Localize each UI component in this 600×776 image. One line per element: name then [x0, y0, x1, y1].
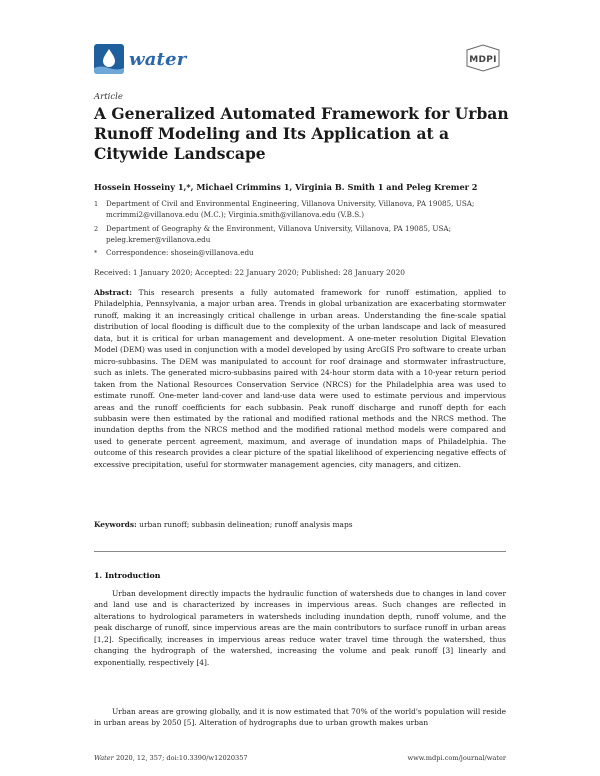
affiliation-mark: 2	[94, 225, 99, 233]
affiliation-text: Department of Civil and Environmental Engineering, Villanova University, Villanova, PA 19085, USA; mcrimmi2@villanova.edu (M.C.); Virginia.smith@villanova.edu (V.B.S.)	[106, 199, 475, 219]
journal-logo	[94, 44, 186, 74]
keywords	[94, 520, 353, 529]
correspondence	[94, 248, 506, 259]
abstract	[94, 287, 506, 470]
keywords-text: urban runoff; subbasin delineation; runoff analysis maps	[139, 520, 353, 529]
footer-journal: Water	[94, 754, 114, 762]
paper-title: A Generalized Automated Framework for Urban Runoff Modeling and Its Application at a Citywide Landscape	[94, 104, 509, 163]
footer-citation	[94, 754, 248, 762]
footer-url[interactable]: www.mdpi.com/journal/water	[407, 754, 506, 762]
section-divider	[94, 551, 506, 552]
publication-dates: Received: 1 January 2020; Accepted: 22 January 2020; Published: 28 January 2020	[94, 268, 405, 277]
author-list: Hossein Hosseiny 1,*, Michael Crimmins 1, Virginia B. Smith 1 and Peleg Kremer 2	[94, 182, 478, 192]
article-type: Article	[94, 92, 123, 102]
affiliation-text: Department of Geography & the Environment, Villanova University, Villanova, PA 19085, USA; peleg.kremer@villanova.edu	[106, 224, 452, 244]
publisher-logo	[463, 44, 503, 72]
body-paragraph: Urban areas are growing globally, and it is now estimated that 70% of the world's population will reside in urban areas by 2050 [5]. Alteration of hydrographs due to urban growth makes urban	[94, 707, 506, 728]
affiliation-1	[94, 199, 506, 220]
publisher-name: MDPI	[469, 55, 497, 65]
abstract-label: Abstract:	[94, 288, 133, 297]
footer-citation-text: 2020, 12, 357; doi:10.3390/w12020357	[115, 754, 248, 762]
journal-name: water	[129, 48, 187, 70]
affiliation-mark: 1	[94, 200, 99, 208]
section-heading: 1. Introduction	[94, 571, 161, 580]
body-paragraph: Urban development directly impacts the hydraulic function of watersheds due to changes in land cover and land use and is characterized by increases in impervious areas. Such changes are reflected in alterations to hydrological parameters in watersheds including inundation depth, runoff volume, and the peak discharge of runoff, since impervious areas are the main contributors to surface runoff in urban areas [1,2]. Specifically, increases in impervious areas reduce water travel time through the watershed, thus changing the hydrograph of the watershed, increasing the volume and peak runoff [3] linearly and exponentially, respectively [4].	[94, 589, 506, 667]
water-drop-icon	[94, 44, 124, 74]
keywords-label: Keywords:	[94, 520, 137, 529]
abstract-text: This research presents a fully automated framework for runoff estimation, applied to Philadelphia, Pennsylvania, a major urban area. Trends in global urbanization are exacerbating stormwater runoff, making it an increasingly critical challenge in urban areas. Understanding the fine-scale spatial distribution of local flooding is difficult due to the complexity of the urban landscape and lack of measured data, but it is critical for urban management and development. A one-meter resolution Digital Elevation Model (DEM) was used in conjunction with a model developed by using ArcGIS Pro software to create urban micro-subbasins. The DEM was manipulated to account for roof drainage and stormwater infrastructure, such as inlets. The generated micro-subbasins paired with 24-hour storm data with a 10-year return period taken from the National Resources Conservation Service (NRCS) for the Philadelphia area was used to estimate runoff. One-meter land-cover and land-use data were used to estimate pervious and impervious areas and the runoff coefficients for each subbasin. Peak runoff discharge and runoff depth for each subbasin were then estimated by the rational and modified rational methods and the NRCS method. The inundation depths from the NRCS method and the modified rational method models were compared and used to generate percent agreement, maximum, and average of inundation maps of Philadelphia. The outcome of this research provides a clear picture of the spatial likelihood of experiencing negative effects of excessive precipitation, useful for stormwater management agencies, city managers, and citizen.	[94, 288, 506, 469]
affiliation-mark: *	[94, 249, 98, 257]
correspondence-text: Correspondence: shosein@villanova.edu	[106, 248, 254, 257]
affiliation-2	[94, 224, 506, 245]
